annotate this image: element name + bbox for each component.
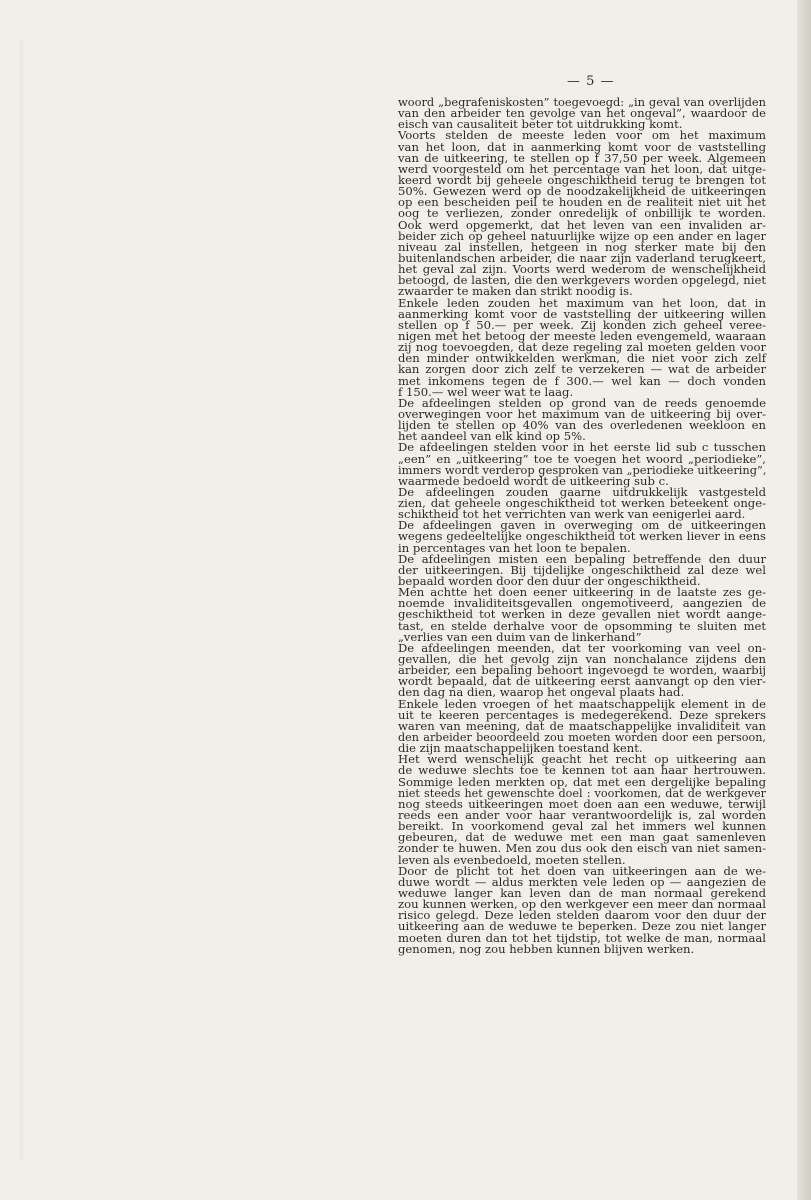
text-line: die zijn maatschappelijken toestand kent. [398,741,643,756]
text-line: in percentages van het loon te bepalen. [398,540,631,555]
text-line: Enkele leden zouden het maximum van het loon, dat in [398,295,766,310]
text-line: de weduwe slechts toe te kennen tot aan haar hertrouwen. [398,763,766,778]
text-line: stellen op f 50.— per week. Zij konden zich geheel veree- [398,317,766,332]
text-line: 50%. Gewezen werd op de noodzakelijkheid de uitkeeringen [398,184,766,199]
page-number: — 5 — [567,74,615,89]
text-line: uitkeering aan de weduwe te beperken. Deze zou niet langer [398,919,766,934]
text-line: den arbeider beoordeeld zou moeten worden door een persoon, [398,731,766,745]
text-line: duwe wordt — aldus merkten vele leden op — aangezien de [398,874,766,889]
text-line: uit te keeren percentages is medegerekend. Deze sprekers [398,707,766,722]
text-line: keerd wordt bij geheele ongeschiktheid terug te brengen tot [398,172,766,187]
text-line: werd voorgesteld om het percentage van het loon, dat uitge- [398,161,766,176]
text-line: genomen, nog zou hebben kunnen blijven werken. [398,941,695,956]
text-line: betoogd, de lasten, die den werkgevers worden opgelegd, niet [398,273,766,288]
text-line: buitenlandschen arbeider, die naar zijn vaderland terugkeert, [398,250,766,265]
text-line: niveau zal instellen, hetgeen in nog sterker mate bij den [398,239,766,254]
text-line: immers wordt verderop gesproken van „periodieke uitkeering”, [398,462,767,477]
text-line: gevallen, die het gevolg zijn van nonchalance zijdens den [398,652,766,667]
text-line: lijden te stellen op 40% van des overledenen weekloon en [398,418,766,433]
text-line: woord „begrafeniskosten” toegevoegd: „in geval van overlijden [398,95,766,109]
text-line: den minder ontwikkelden werkman, die niet voor zich zelf [398,351,766,366]
text-line: der uitkeeringen. Bij tijdelijke ongeschiktheid zal deze wel [398,562,766,577]
text-line: schiktheid tot het verrichten van werk van eenigerlei aard. [398,507,746,522]
text-line: „een” en „uitkeering” toe te voegen het woord „periodieke”, [398,451,766,466]
text-line: Ook werd opgemerkt, dat het leven van een invaliden ar- [398,217,766,232]
text-line: Sommige leden merkten op, dat met een dergelijke bepaling [398,774,766,789]
text-line: „verlies van een duim van de linkerhand” [398,629,642,644]
text-line: gebeuren, dat de weduwe met een man gaat samenleven [398,830,766,845]
text-line: Het werd wenschelijk geacht het recht op uitkeering aan [398,752,766,767]
body-text [398,97,766,955]
text-line: De afdeelingen gaven in overweging om de uitkeeringen [398,518,766,533]
text-line: zwaarder te maken dan strikt noodig is. [398,284,633,299]
text-line: met inkomens tegen de f 300.— wel kan — doch vonden [398,373,766,388]
text-line: bepaald worden door den duur der ongeschiktheid. [398,574,701,589]
text-line: De afdeelingen misten een bepaling betreffende den duur [398,551,766,566]
text-line: waarmede bedoeld wordt de uitkeering sub c. [398,473,669,488]
text-line: tast, en stelde derhalve voor de opsomming te sluiten met [398,618,766,633]
text-line: het geval zal zijn. Voorts werd wederom de wenschelijkheid [398,262,766,277]
text-line: geschiktheid tot werken in deze gevallen niet wordt aange- [398,607,766,622]
text-line: wordt bepaald, dat de uitkeering eerst aanvangt op den vier- [398,674,766,689]
text-line: zou kunnen werken, op den werkgever een meer dan normaal [398,897,766,912]
text-line: moeten duren dan tot het tijdstip, tot welke de man, normaal [398,930,766,945]
text-line: De afdeelingen stelden voor in het eerste lid sub c tusschen [398,440,766,455]
text-line: weduwe langer kan leven dan de man normaal gerekend [398,885,766,900]
text-line: op een bescheiden peil te houden en de realiteit niet uit het [398,195,766,210]
text-line: eisch van causaliteit beter tot uitdrukking komt. [398,117,683,132]
text-line: het aandeel van elk kind op 5%. [398,429,586,444]
text-line: kan zorgen door zich zelf te verzekeren — wat de arbeider [398,362,766,377]
page-edge [797,0,811,1200]
text-line: beider zich op geheel natuurlijke wijze op een ander en lager [398,228,766,243]
text-line: De afdeelingen zouden gaarne uitdrukkelijk vastgesteld [398,484,766,499]
text-line: van de uitkeering, te stellen op f 37,50 per week. Algemeen [398,150,766,165]
text-line: zien, dat geheele ongeschiktheid tot werken beteekent onge- [398,496,766,511]
text-line: zonder te huwen. Men zou dus ook den eisch van niet samen- [398,841,766,856]
text-line: f 150.— wel weer wat te laag. [398,384,574,399]
text-line: Voorts stelden de meeste leden voor om het maximum [398,128,766,143]
text-line: arbeider, een bepaling behoort ingevoegd te worden, waarbij [398,663,766,678]
text-line: leven als evenbedoeld, moeten stellen. [398,852,626,867]
text-line: waren van meening, dat de maatschappelijke invaliditeit van [398,718,766,733]
text-line: van het loon, dat in aanmerking komt voor de vaststelling [398,139,766,154]
text-line: Door de plicht tot het doen van uitkeeringen aan de we- [398,863,766,878]
text-line: aanmerking komt voor de vaststelling der uitkeering willen [398,306,766,321]
text-line: nigen met het betoog der meeste leden evengemeld, waaraan [398,328,766,343]
text-line: niet steeds het gewenschte doel : voorkomen, dat de werkgever [398,786,766,800]
text-line: De afdeelingen meenden, dat ter voorkoming van veel on- [398,640,766,655]
text-line: oog te verliezen, zonder onredelijk of onbillijk te worden. [398,206,766,221]
text-line: risico gelegd. Deze leden stelden daarom voor den duur der [398,908,766,923]
text-line: Men achtte het doen eener uitkeering in de laatste zes ge- [398,585,766,600]
text-line: den dag na dien, waarop het ongeval plaats had. [398,685,685,700]
text-line: Enkele leden vroegen of het maatschappelijk element in de [398,696,766,711]
text-line: reeds een ander voor haar verantwoordelijk is, zal worden [398,808,766,822]
text-line: van den arbeider ten gevolge van het ongeval”, waardoor de [398,106,766,121]
text-line: De afdeelingen stelden op grond van de reeds genoemde [398,395,766,410]
text-line: wegens gedeeltelijke ongeschiktheid tot werken liever in eens [398,529,766,544]
scan-shadow [20,40,26,1160]
text-line: noemde invaliditeitsgevallen ongemotiveerd, aangezien de [398,596,766,611]
text-line: overwegingen voor het maximum van de uitkeering bij over- [398,406,766,421]
text-line: nog steeds uitkeeringen moet doen aan een weduwe, terwijl [398,796,766,811]
text-line: zij nog toevoegden, dat deze regeling zal moeten gelden voor [398,340,766,355]
text-line: bereikt. In voorkomend geval zal het immers wel kunnen [398,819,766,834]
